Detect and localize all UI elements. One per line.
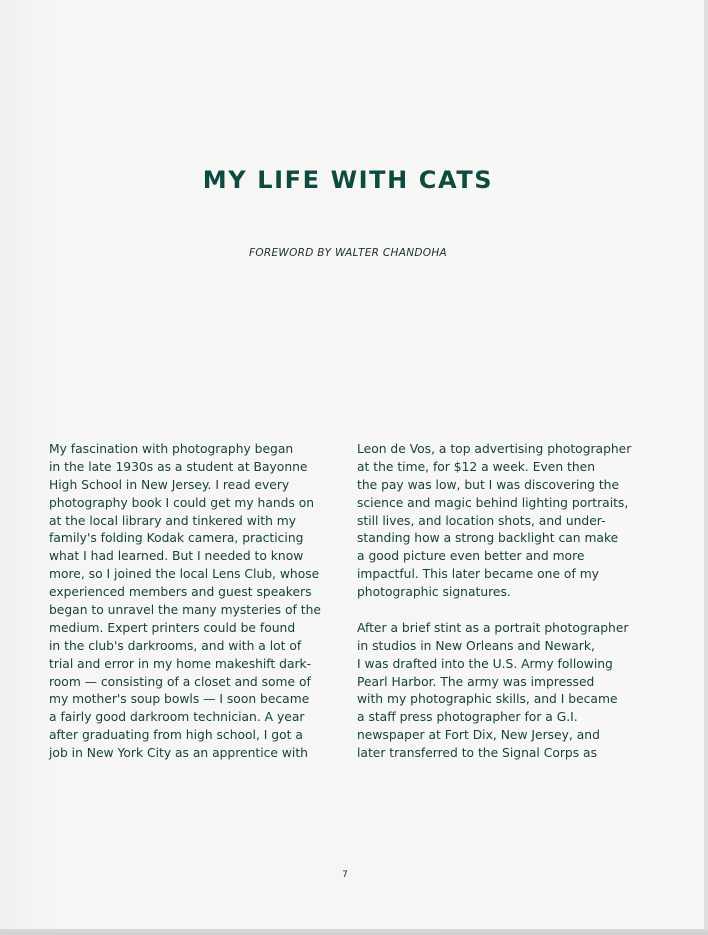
- text-line: medium. Expert printers could be found: [49, 620, 296, 635]
- text-line: a good picture even better and more: [357, 549, 585, 564]
- text-line: in the late 1930s as a student at Bayonne: [49, 459, 308, 474]
- text-line: Pearl Harbor. The army was impressed: [357, 674, 595, 689]
- text-line: room — consisting of a closet and some of: [49, 674, 311, 689]
- text-line: a staff press photographer for a G.I.: [357, 710, 578, 725]
- right-text-column: [357, 441, 657, 763]
- text-line: later transferred to the Signal Corps as: [357, 746, 597, 761]
- paragraph: [357, 620, 657, 763]
- text-line: in studios in New Orleans and Newark,: [357, 638, 595, 653]
- paragraph: [357, 441, 657, 602]
- chapter-title: MY LIFE WITH CATS: [202, 166, 494, 194]
- left-text-column: [49, 441, 349, 763]
- text-line: after graduating from high school, I got a: [49, 728, 303, 743]
- text-line: a fairly good darkroom technician. A year: [49, 710, 305, 725]
- text-line: at the local library and tinkered with my: [49, 513, 297, 528]
- text-line: experienced members and guest speakers: [49, 585, 312, 600]
- text-line: began to unravel the many mysteries of the: [49, 603, 321, 618]
- page-number: 7: [342, 870, 348, 880]
- text-line: my mother's soup bowls — I soon became: [49, 692, 310, 707]
- text-line: more, so I joined the local Lens Club, whose: [49, 567, 320, 582]
- text-line: High School in New Jersey. I read every: [49, 477, 290, 492]
- text-line: science and magic behind lighting portraits,: [357, 495, 629, 510]
- text-line: still lives, and location shots, and under-: [357, 513, 606, 528]
- paragraph-spacer: [357, 602, 657, 620]
- text-line: what I had learned. But I needed to know: [49, 549, 304, 564]
- text-line: My fascination with photography began: [49, 442, 294, 456]
- text-line: family's folding Kodak camera, practicing: [49, 531, 304, 546]
- text-line: newspaper at Fort Dix, New Jersey, and: [357, 728, 600, 743]
- text-line: trial and error in my home makeshift dark-: [49, 656, 312, 671]
- text-line: After a brief stint as a portrait photographer: [357, 620, 629, 635]
- text-line: job in New York City as an apprentice with: [49, 746, 308, 761]
- text-line: in the club's darkrooms, and with a lot of: [49, 638, 302, 653]
- text-line: standing how a strong backlight can make: [357, 531, 619, 546]
- text-line: impactful. This later became one of my: [357, 567, 599, 582]
- text-line: I was drafted into the U.S. Army following: [357, 656, 613, 671]
- text-line: photography book I could get my hands on: [49, 495, 315, 510]
- foreword-byline: FOREWORD BY WALTER CHANDOHA: [248, 247, 448, 259]
- page-edge-bottom: [0, 929, 708, 935]
- text-line: with my photographic skills, and I became: [357, 692, 618, 707]
- text-line: Leon de Vos, a top advertising photographer: [357, 442, 632, 456]
- text-line: photographic signatures.: [357, 585, 511, 600]
- text-line: the pay was low, but I was discovering the: [357, 477, 620, 492]
- page-edge-right: [704, 0, 708, 935]
- text-line: at the time, for $12 a week. Even then: [357, 459, 596, 474]
